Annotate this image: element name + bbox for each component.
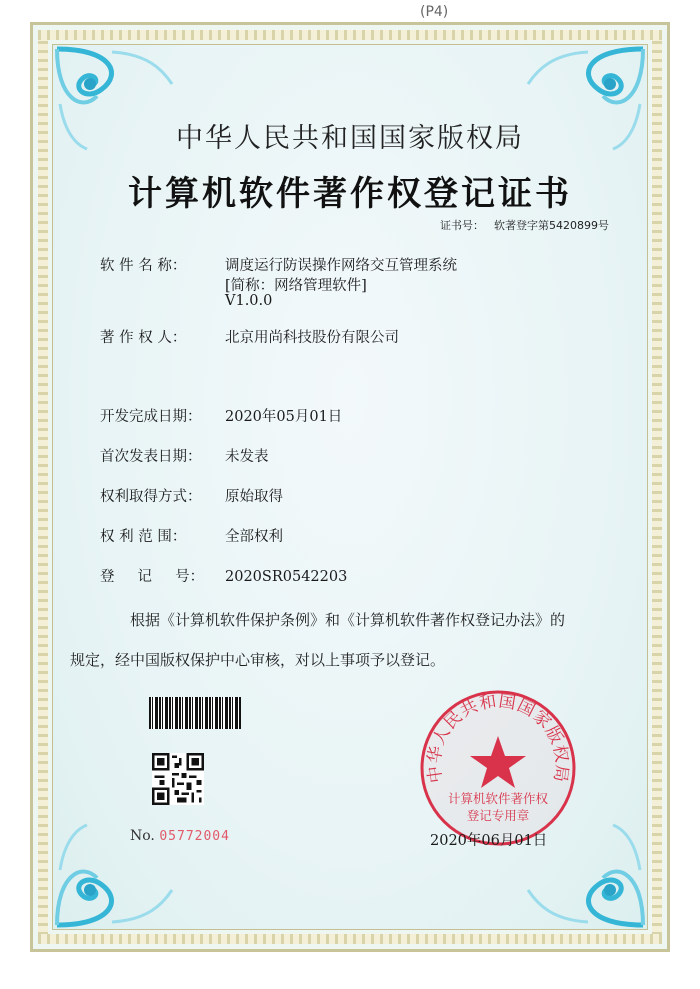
handwritten-mark: (P4) (420, 4, 449, 20)
publish-date-value: 未发表 (225, 449, 269, 465)
barcode-icon (149, 697, 241, 729)
software-name: 调度运行防误操作网络交互管理系统 (225, 258, 457, 274)
software-name-row (100, 254, 457, 275)
cert-no-label: 证书号： (440, 219, 484, 232)
statement-text (70, 600, 620, 680)
owner-row (100, 326, 399, 347)
dev-date-row (100, 405, 342, 426)
rights-scope-row (100, 525, 283, 546)
software-name-label: 软 件 名 称： (100, 258, 187, 274)
owner-value: 北京用尚科技股份有限公司 (225, 330, 399, 346)
reg-no-value: 2020SR0542203 (225, 569, 348, 585)
registration-number-row (100, 565, 347, 586)
cert-no-value: 软著登字第5420899号 (494, 219, 609, 232)
dev-date-label: 开发完成日期： (100, 409, 202, 425)
issue-date: 2020年06月01日 (430, 833, 548, 849)
rights-mode-row (100, 485, 283, 506)
rights-scope-value: 全部权利 (225, 529, 283, 545)
certificate-number (440, 217, 619, 233)
publish-date-row (100, 445, 269, 466)
seal-text-line-1: 计算机软件著作权 (447, 791, 548, 806)
qr-code-icon (152, 753, 204, 805)
publish-date-label: 首次发表日期： (100, 449, 202, 465)
statement-line-2: 规定，经中国版权保护中心审核，对以上事项予以登记。 (70, 651, 446, 669)
rights-mode-label: 权利取得方式： (100, 489, 202, 505)
software-version: V1.0.0 (225, 293, 273, 309)
statement-line-1: 根据《计算机软件保护条例》和《计算机软件著作权登记办法》的 (130, 611, 566, 629)
rights-mode-value: 原始取得 (225, 489, 283, 505)
official-seal-icon (418, 688, 578, 848)
dev-date-value: 2020年05月01日 (225, 409, 343, 425)
serial-prefix: No. (130, 828, 155, 844)
owner-label: 著 作 权 人： (100, 330, 187, 346)
rights-scope-label: 权 利 范 围： (100, 529, 187, 545)
seal-text-line-2: 登记专用章 (466, 808, 530, 823)
reg-no-label: 登 记 号： (100, 569, 205, 585)
software-short-name: [简称：网络管理软件] (225, 278, 367, 294)
certificate-title: 计算机软件著作权登记证书 (128, 174, 572, 214)
svg-text:中华人民共和国国家版权局: 中华人民共和国国家版权局 (424, 691, 572, 785)
issuing-authority: 中华人民共和国国家版权局 (176, 123, 524, 154)
serial-value: 05772004 (159, 829, 230, 844)
serial-number (130, 828, 230, 844)
